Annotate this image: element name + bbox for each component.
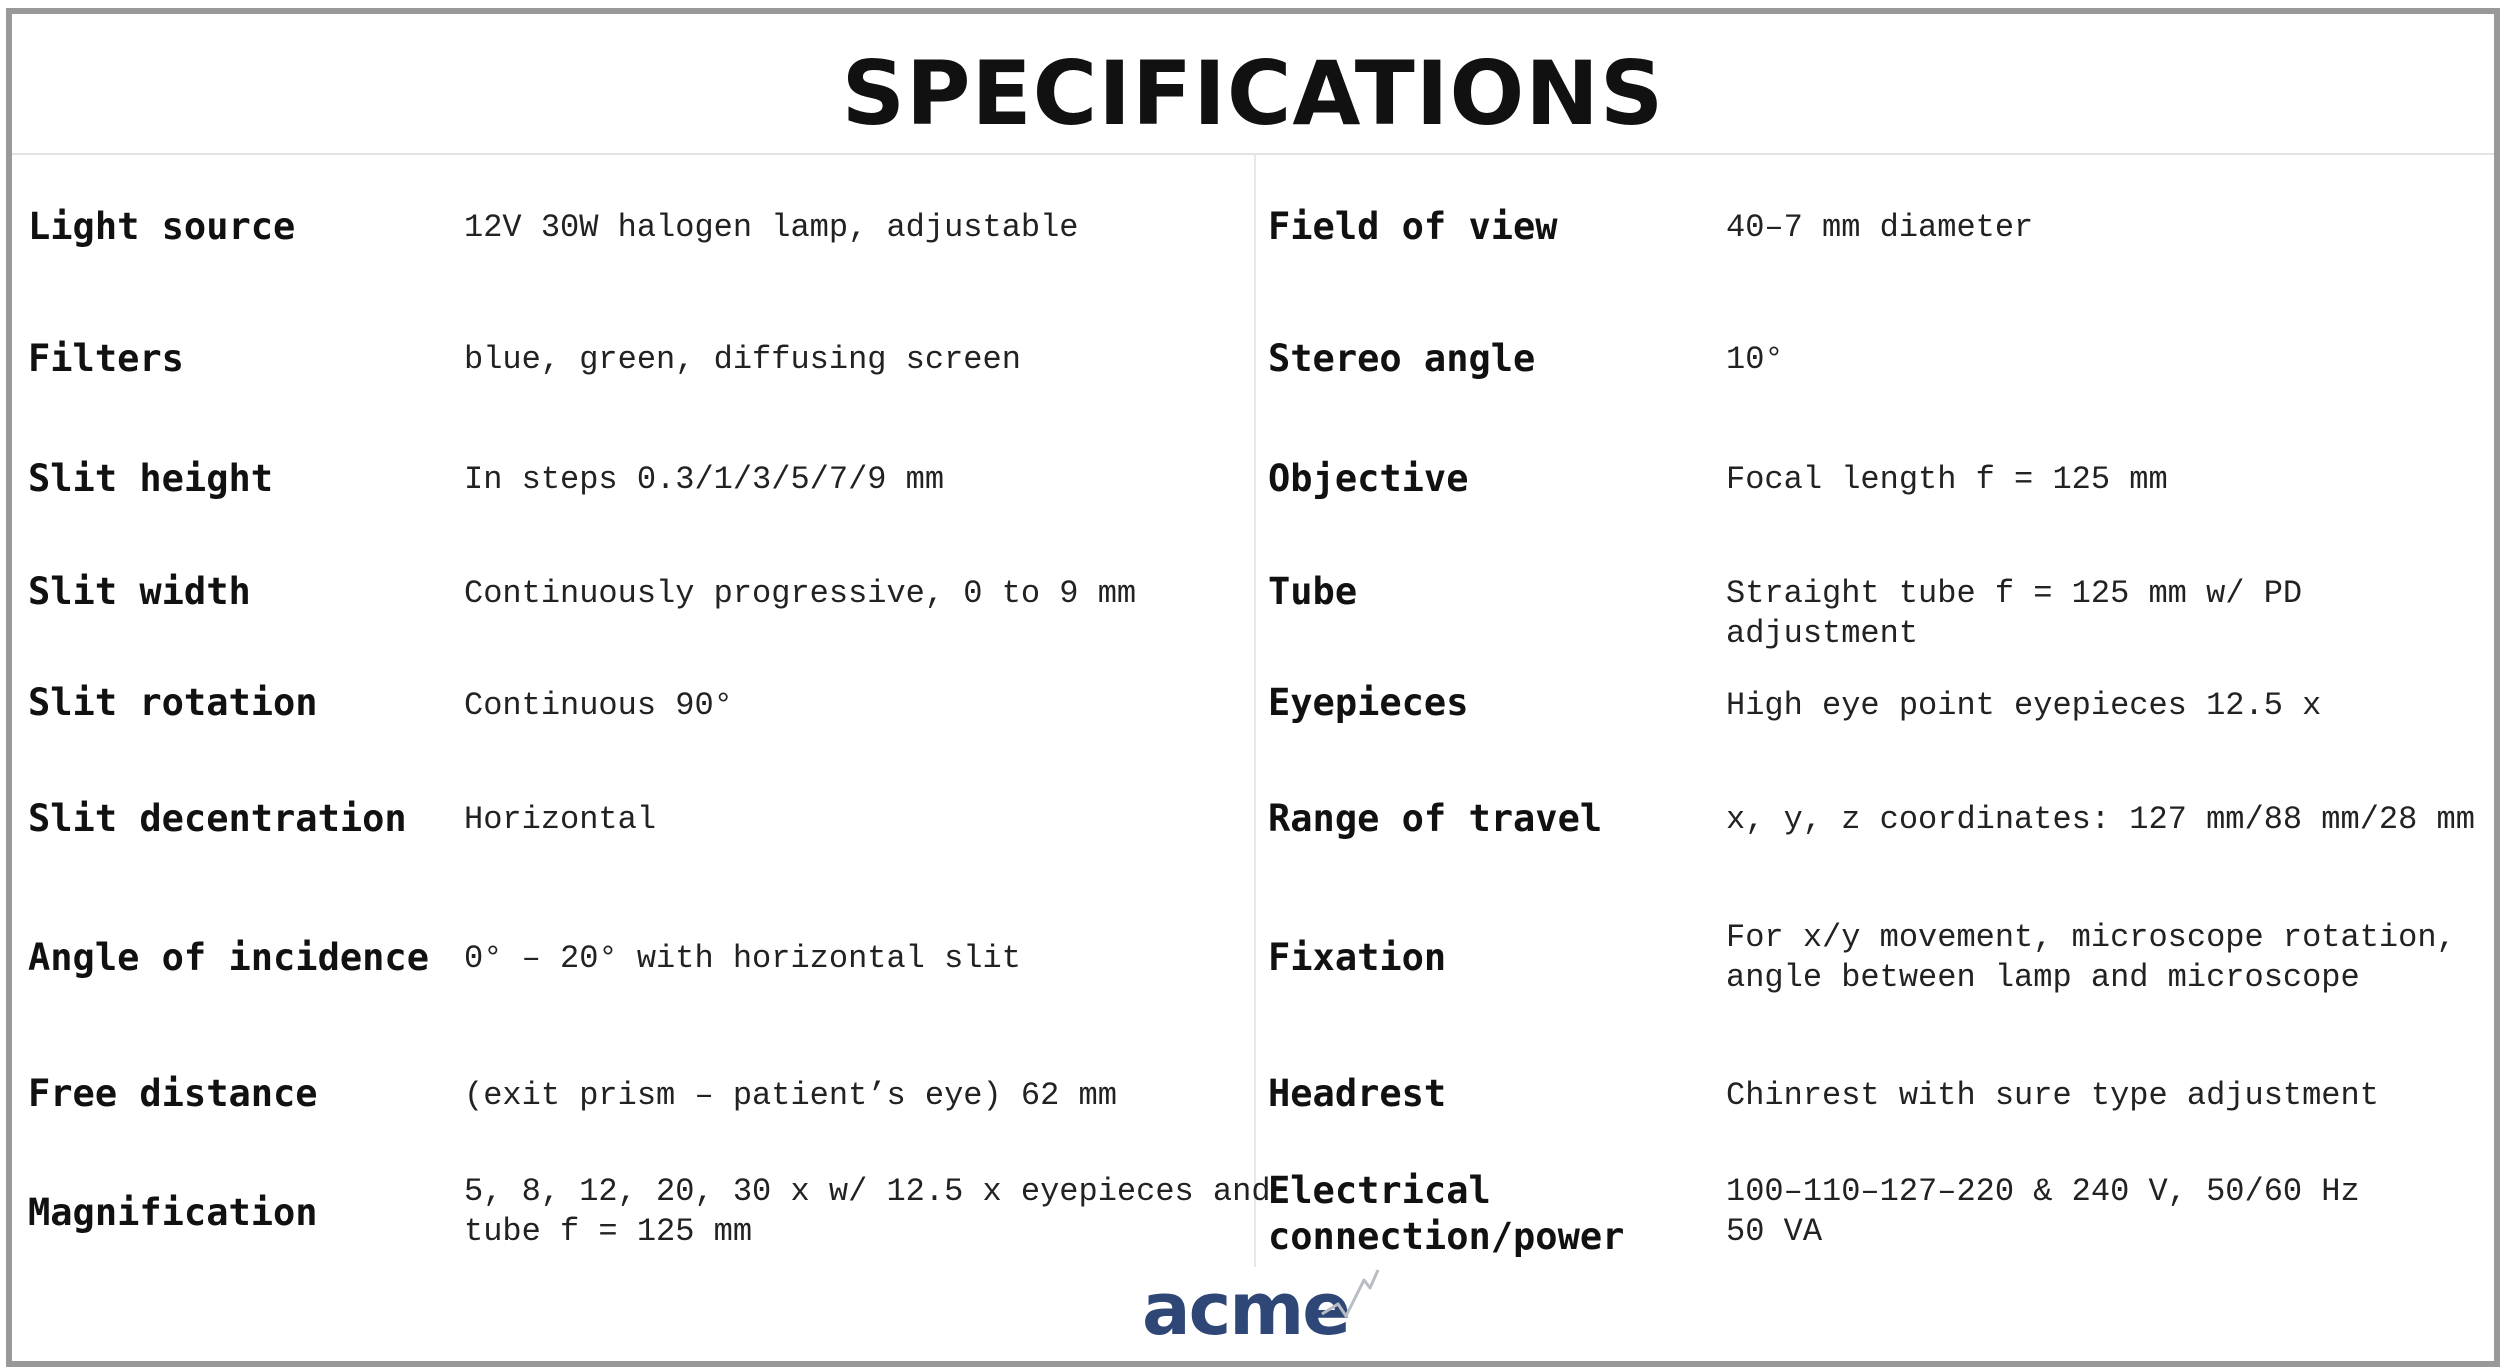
spec-label: Slit rotation <box>28 681 318 724</box>
spec-label: Light source <box>28 205 296 248</box>
brand-logo <box>1142 1264 1382 1354</box>
spec-value: 40–7 mm diameter <box>1726 209 2034 246</box>
spec-value: 10° <box>1726 341 1784 378</box>
spec-value: Focal length f = 125 mm <box>1726 461 2168 498</box>
spec-label: Filters <box>28 337 184 380</box>
logo-wordmark: acme <box>1142 1267 1350 1351</box>
spec-value: 5, 8, 12, 20, 30 x w/ 12.5 x eyepieces and tube f = 125 mm <box>464 1173 1271 1250</box>
spec-label: Range of travel <box>1268 797 1603 840</box>
spec-label: Electrical connection/power <box>1268 1169 1625 1258</box>
spec-value: Chinrest with sure type adjustment <box>1726 1077 2379 1114</box>
spec-sheet <box>6 8 2500 1367</box>
title-divider <box>12 153 2494 155</box>
spec-label: Eyepieces <box>1268 681 1469 724</box>
page-title: SPECIFICATIONS <box>841 42 1665 145</box>
spec-label: Slit width <box>28 570 251 613</box>
spec-value: For x/y movement, microscope rotation, angle between lamp and microscope <box>1726 919 2456 996</box>
spec-value: Continuous 90° <box>464 687 733 724</box>
spec-label: Objective <box>1268 457 1469 500</box>
spec-value: (exit prism – patient’s eye) 62 mm <box>464 1077 1117 1114</box>
spec-label: Slit height <box>28 457 274 500</box>
signal-wave-icon <box>1320 1266 1380 1326</box>
column-divider <box>1254 155 1256 1267</box>
spec-value: High eye point eyepieces 12.5 x <box>1726 687 2322 724</box>
spec-label: Slit decentration <box>28 797 407 840</box>
spec-label: Stereo angle <box>1268 337 1536 380</box>
spec-label: Free distance <box>28 1072 318 1115</box>
spec-value: blue, green, diffusing screen <box>464 341 1021 378</box>
spec-value: Straight tube f = 125 mm w/ PD adjustment <box>1726 575 2303 652</box>
spec-label: Magnification <box>28 1191 318 1234</box>
spec-label: Field of view <box>1268 205 1558 248</box>
spec-value: 12V 30W halogen lamp, adjustable <box>464 209 1079 246</box>
spec-value: 100–110–127–220 & 240 V, 50/60 Hz 50 VA <box>1726 1173 2360 1250</box>
spec-label: Headrest <box>1268 1072 1447 1115</box>
spec-value: In steps 0.3/1/3/5/7/9 mm <box>464 461 945 498</box>
spec-value: Horizontal <box>464 801 657 838</box>
spec-value: Continuously progressive, 0 to 9 mm <box>464 575 1137 612</box>
spec-value: x, y, z coordinates: 127 mm/88 mm/28 mm <box>1726 801 2475 838</box>
spec-label: Tube <box>1268 570 1358 613</box>
spec-value: 0° – 20° with horizontal slit <box>464 940 1021 977</box>
spec-label: Angle of incidence <box>28 936 429 979</box>
spec-label: Fixation <box>1268 936 1447 979</box>
